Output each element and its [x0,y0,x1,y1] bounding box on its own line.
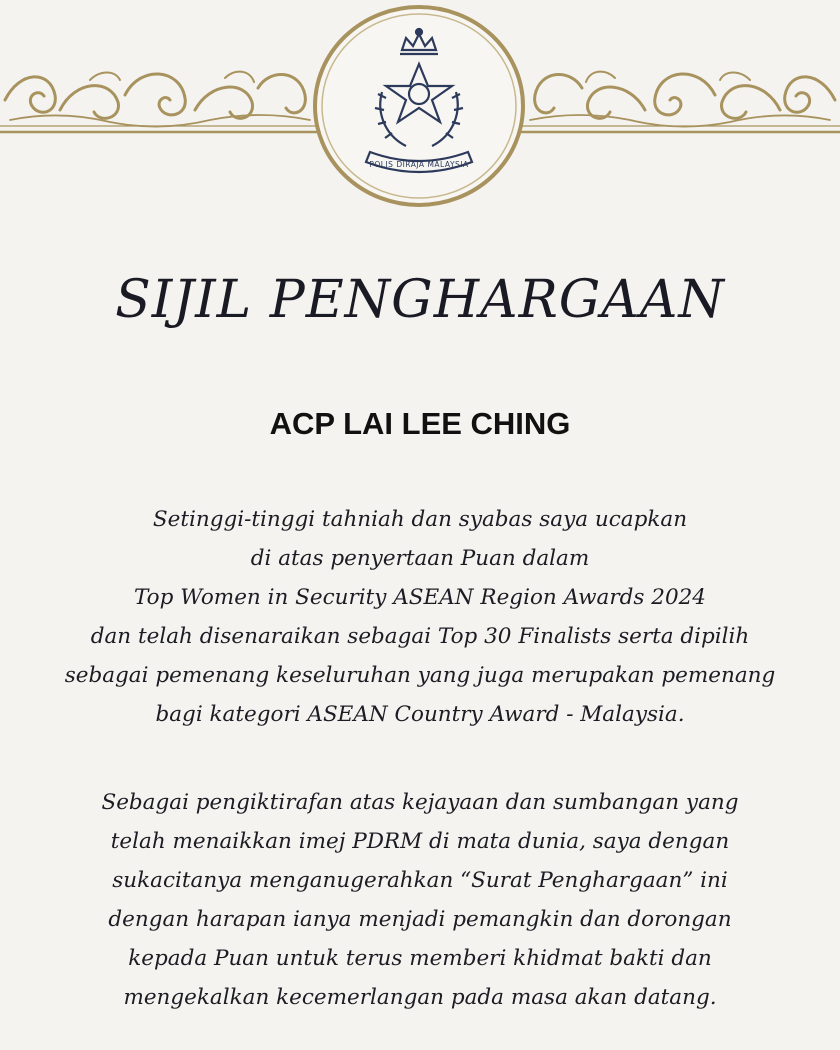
paragraph-line: Sebagai pengiktirafan atas kejayaan dan sumbangan yang [101,790,739,815]
emblem-medallion [310,2,528,210]
paragraph-line: bagi kategori ASEAN Country Award - Malaysia. [155,702,685,727]
paragraph-line: Setinggi-tinggi tahniah dan syabas saya ucapkan [152,507,688,532]
paragraph-line: telah menaikkan imej PDRM di mata dunia, saya dengan [110,829,730,854]
paragraph-line: sukacitanya menganugerahkan “Surat Penghargaan” ini [112,868,728,893]
recognition-paragraph [0,783,840,1017]
certificate-title: SIJIL PENGHARGAAN [115,270,725,330]
paragraph-line: sebagai pemenang keseluruhan yang juga merupakan pemenang [64,663,776,688]
paragraph-line: di atas penyertaan Puan dalam [250,546,590,571]
paragraph-line: kepada Puan untuk terus memberi khidmat bakti dan [128,946,712,971]
paragraph-line: Top Women in Security ASEAN Region Awards 2024 [134,585,706,610]
recipient-name: ACP LAI LEE CHING [269,406,571,441]
paragraph-line: dan telah disenaraikan sebagai Top 30 Finalists serta dipilih [90,624,750,649]
police-crest-icon [310,2,528,210]
paragraph-line: mengekalkan kecemerlangan pada masa akan datang. [123,985,717,1010]
crest-motto: POLIS DIRAJA MALAYSIA [369,160,469,169]
paragraph-line: dengan harapan ianya menjadi pemangkin dan dorongan [108,907,732,932]
congratulation-paragraph [0,500,840,734]
